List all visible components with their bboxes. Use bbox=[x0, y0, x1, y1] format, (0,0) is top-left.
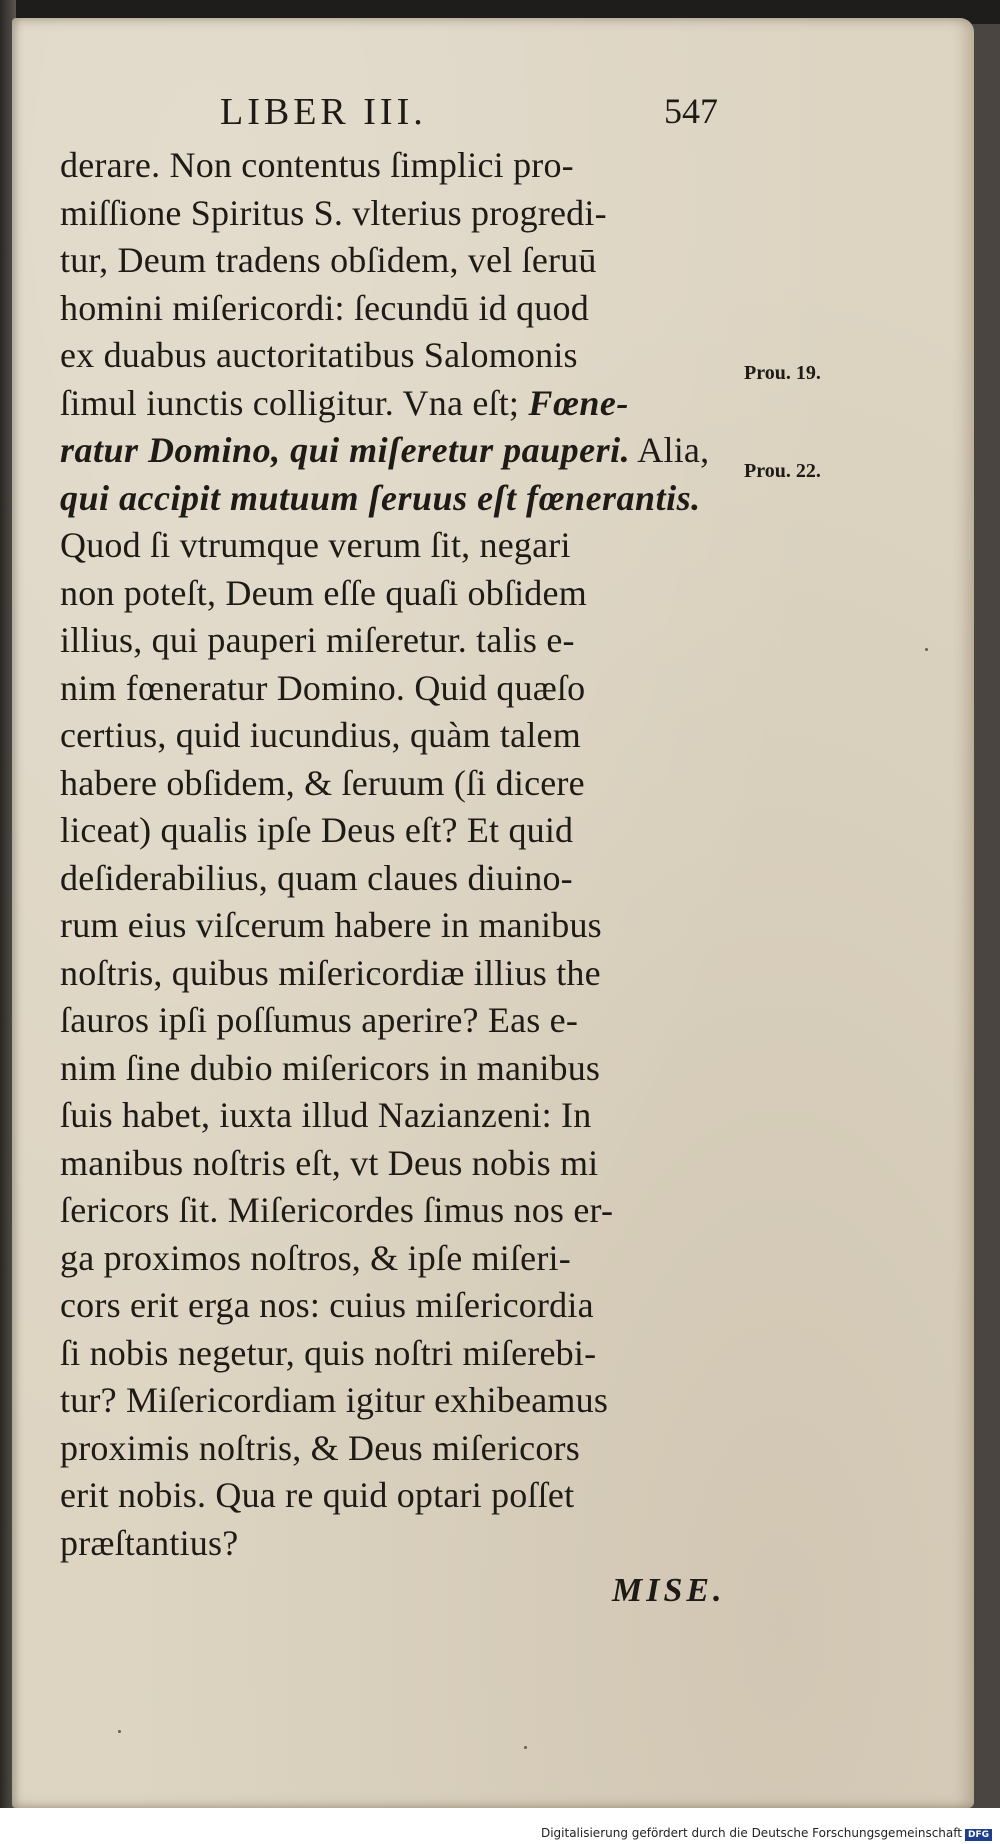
text-line: non poteſt, Deum eſſe quaſi obſidem bbox=[60, 572, 587, 613]
dfg-logo: DFG bbox=[965, 1829, 992, 1841]
italic-quotation: Fœne- bbox=[528, 382, 629, 423]
catchword: MISE. bbox=[612, 1572, 726, 1609]
text-line: homini miſericordi: ſecundū id quod bbox=[60, 287, 589, 328]
text-line: derare. Non contentus ſimplici pro- bbox=[60, 145, 574, 185]
text-line: ſericors ſit. Miſericordes ſimus nos er- bbox=[60, 1190, 614, 1230]
text-line: ſi nobis negetur, quis noſtri miſerebi- bbox=[60, 1332, 597, 1373]
text-line: noſtris, quibus miſericordiæ illius the bbox=[60, 952, 601, 993]
digitization-credit bbox=[541, 1826, 992, 1841]
text-line: rum eius viſcerum habere in manibus bbox=[60, 905, 602, 945]
text-line: ſauros ipſi poſſumus aperire? Eas e- bbox=[60, 1000, 579, 1040]
page-number: 547 bbox=[664, 91, 718, 131]
text-line-italic bbox=[60, 475, 740, 523]
text-line: tur? Miſericordiam igitur exhibeamus bbox=[60, 1380, 609, 1420]
credit-text: Digitalisierung gefördert durch die Deutsche Forschungsgemeinschaft bbox=[540, 1826, 962, 1840]
roman-run: Alia, bbox=[630, 430, 710, 470]
paper-speck bbox=[925, 648, 928, 651]
text-line: habere obſidem, & ſeruum (ſi dicere bbox=[60, 762, 585, 803]
text-line-with-italic bbox=[60, 427, 740, 475]
text-line-with-italic bbox=[60, 380, 740, 428]
text-line: ex duabus auctoritatibus Salomonis bbox=[60, 335, 578, 375]
text-line: proximis noſtris, & Deus miſericors bbox=[60, 1427, 580, 1468]
margin-note-prou-22: Prou. 22. bbox=[744, 460, 821, 482]
text-line: illius, qui pauperi miſeretur. talis e- bbox=[60, 620, 575, 660]
text-line: cors erit erga nos: cuius miſericordia bbox=[60, 1285, 594, 1325]
italic-quotation: ratur Domino, qui miſeretur pauperi. bbox=[60, 430, 631, 470]
text-line: præſtantius? bbox=[60, 1522, 239, 1563]
body-text bbox=[60, 142, 740, 1567]
text-line: Quod ſi vtrumque verum ſit, negari bbox=[60, 525, 571, 565]
text-line: erit nobis. Qua re quid optari poſſet bbox=[60, 1475, 575, 1515]
text-line: certius, quid iucundius, quàm talem bbox=[60, 715, 581, 755]
italic-quotation: qui accipit mutuum ſeruus eſt fœnerantis. bbox=[60, 477, 701, 518]
text-line: ſuis habet, iuxta illud Nazianzeni: In bbox=[60, 1095, 592, 1135]
text-line: manibus noſtris eſt, vt Deus nobis mi bbox=[60, 1142, 599, 1183]
text-line: liceat) qualis ipſe Deus eſt? Et quid bbox=[60, 810, 574, 850]
text-line: deſiderabilius, quam claues diuino- bbox=[60, 857, 573, 898]
text-line: nim fœneratur Domino. Quid quæſo bbox=[60, 667, 586, 708]
text-line: tur, Deum tradens obſidem, vel ſeruū bbox=[60, 240, 597, 280]
text-line: ga proximos noſtros, & ipſe miſeri- bbox=[60, 1237, 571, 1278]
text-line: nim ſine dubio miſericors in manibus bbox=[60, 1047, 601, 1088]
paper-speck bbox=[118, 1730, 121, 1733]
paper-speck bbox=[524, 1746, 527, 1749]
roman-run: ſimul iunctis colligitur. Vna eſt; bbox=[60, 382, 529, 423]
margin-note-prou-19: Prou. 19. bbox=[744, 362, 821, 384]
text-line: miſſione Spiritus S. vlterius progredi- bbox=[60, 192, 607, 233]
running-head: LIBER III. bbox=[220, 91, 427, 133]
